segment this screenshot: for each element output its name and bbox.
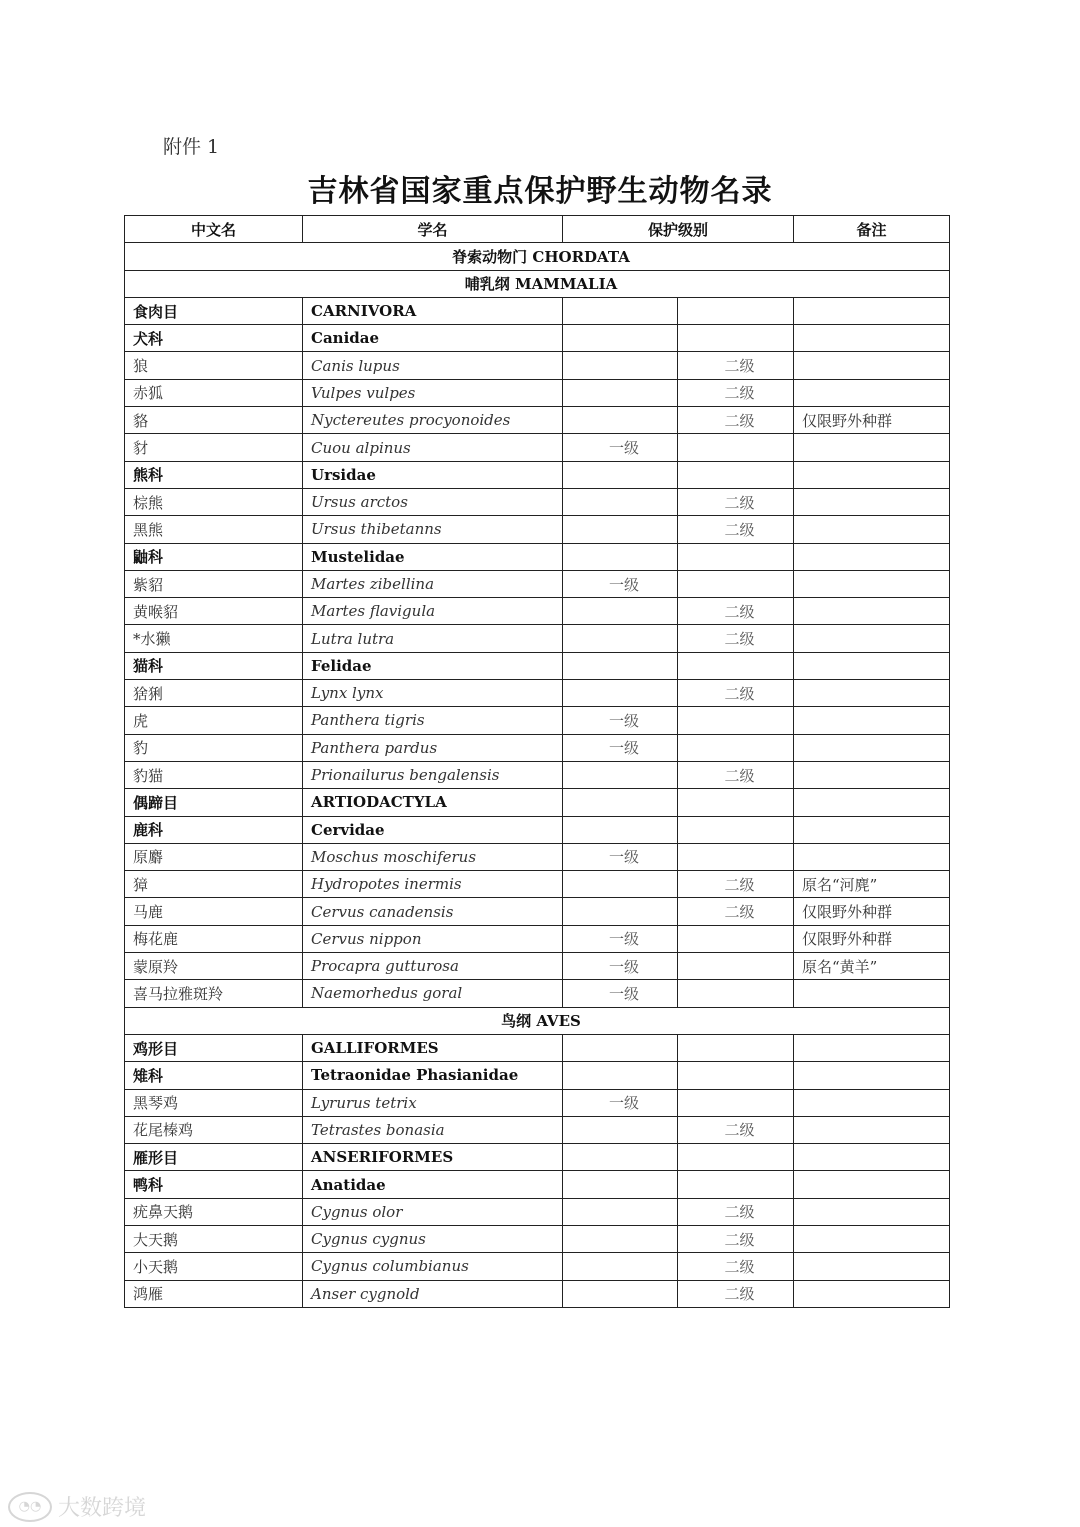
grade-two-cell <box>678 1034 794 1061</box>
family-row <box>125 652 950 679</box>
grade-two-cell: 二级 <box>678 488 794 515</box>
grade-one-cell: 一级 <box>563 925 678 952</box>
table-header <box>125 216 950 243</box>
note-cell <box>794 1171 950 1198</box>
grade-one-cell <box>563 1253 678 1280</box>
scientific-name-cell: Ursus arctos <box>303 488 563 515</box>
note-cell <box>794 1225 950 1252</box>
grade-two-cell: 二级 <box>678 1280 794 1307</box>
family-row <box>125 1171 950 1198</box>
chinese-name-cell: 大天鹅 <box>125 1225 303 1252</box>
scientific-name-cell: Canidae <box>303 325 563 352</box>
grade-two-cell <box>678 434 794 461</box>
note-cell <box>794 297 950 324</box>
species-row <box>125 898 950 925</box>
grade-two-cell: 二级 <box>678 898 794 925</box>
grade-two-cell: 二级 <box>678 598 794 625</box>
species-row <box>125 379 950 406</box>
scientific-name-cell: Naemorhedus goral <box>303 980 563 1007</box>
column-header-protection-level: 保护级别 <box>563 216 794 243</box>
section-heading: 鸟纲 AVES <box>125 1007 950 1034</box>
grade-one-cell <box>563 379 678 406</box>
grade-one-cell <box>563 1144 678 1171</box>
note-cell <box>794 598 950 625</box>
watermark-logo-icon: ◔◔ <box>8 1492 52 1522</box>
chinese-name-cell: 原麝 <box>125 843 303 870</box>
chinese-name-cell: 鸭科 <box>125 1171 303 1198</box>
grade-two-cell <box>678 707 794 734</box>
scientific-name-cell: Cuou alpinus <box>303 434 563 461</box>
note-cell <box>794 1280 950 1307</box>
grade-one-cell <box>563 816 678 843</box>
note-cell <box>794 352 950 379</box>
column-header-notes: 备注 <box>794 216 950 243</box>
grade-two-cell <box>678 297 794 324</box>
chinese-name-cell: 黑琴鸡 <box>125 1089 303 1116</box>
chinese-name-cell: 偶蹄目 <box>125 789 303 816</box>
species-row <box>125 1116 950 1143</box>
species-row <box>125 707 950 734</box>
scientific-name-cell: Nyctereutes procyonoides <box>303 407 563 434</box>
species-row <box>125 871 950 898</box>
chinese-name-cell: 鹿科 <box>125 816 303 843</box>
grade-one-cell: 一级 <box>563 734 678 761</box>
grade-one-cell <box>563 1198 678 1225</box>
section-row <box>125 243 950 270</box>
grade-one-cell: 一级 <box>563 980 678 1007</box>
scientific-name-cell: Cervus canadensis <box>303 898 563 925</box>
family-row <box>125 816 950 843</box>
chinese-name-cell: 熊科 <box>125 461 303 488</box>
grade-one-cell <box>563 625 678 652</box>
grade-two-cell: 二级 <box>678 1253 794 1280</box>
scientific-name-cell: Ursus thibetanns <box>303 516 563 543</box>
family-row <box>125 461 950 488</box>
chinese-name-cell: 鸿雁 <box>125 1280 303 1307</box>
scientific-name-cell: CARNIVORA <box>303 297 563 324</box>
grade-two-cell: 二级 <box>678 407 794 434</box>
chinese-name-cell: 狼 <box>125 352 303 379</box>
note-cell <box>794 1144 950 1171</box>
note-cell <box>794 816 950 843</box>
protected-animals-table <box>124 215 950 1308</box>
scientific-name-cell: Moschus moschiferus <box>303 843 563 870</box>
species-row <box>125 843 950 870</box>
species-row <box>125 516 950 543</box>
scientific-name-cell: Tetrastes bonasia <box>303 1116 563 1143</box>
order-row <box>125 1034 950 1061</box>
watermark <box>8 1491 146 1522</box>
species-row <box>125 953 950 980</box>
grade-one-cell <box>563 297 678 324</box>
grade-two-cell <box>678 843 794 870</box>
chinese-name-cell: 黄喉貂 <box>125 598 303 625</box>
note-cell <box>794 379 950 406</box>
note-cell <box>794 734 950 761</box>
chinese-name-cell: 疣鼻天鹅 <box>125 1198 303 1225</box>
chinese-name-cell: 獐 <box>125 871 303 898</box>
scientific-name-cell: Hydropotes inermis <box>303 871 563 898</box>
scientific-name-cell: ANSERIFORMES <box>303 1144 563 1171</box>
grade-one-cell <box>563 516 678 543</box>
grade-one-cell <box>563 761 678 788</box>
note-cell <box>794 652 950 679</box>
species-row <box>125 598 950 625</box>
grade-two-cell <box>678 543 794 570</box>
grade-two-cell: 二级 <box>678 379 794 406</box>
note-cell <box>794 543 950 570</box>
section-row <box>125 1007 950 1034</box>
order-row <box>125 297 950 324</box>
species-row <box>125 1198 950 1225</box>
chinese-name-cell: 豹 <box>125 734 303 761</box>
grade-two-cell: 二级 <box>678 1116 794 1143</box>
grade-one-cell <box>563 789 678 816</box>
chinese-name-cell: 喜马拉雅斑羚 <box>125 980 303 1007</box>
order-row <box>125 1144 950 1171</box>
scientific-name-cell: Anser cygnold <box>303 1280 563 1307</box>
note-cell <box>794 1062 950 1089</box>
grade-two-cell <box>678 925 794 952</box>
chinese-name-cell: 蒙原羚 <box>125 953 303 980</box>
scientific-name-cell: Cygnus columbianus <box>303 1253 563 1280</box>
species-row <box>125 925 950 952</box>
note-cell: 仅限野外种群 <box>794 407 950 434</box>
grade-two-cell: 二级 <box>678 680 794 707</box>
note-cell <box>794 516 950 543</box>
family-row <box>125 543 950 570</box>
species-row <box>125 407 950 434</box>
chinese-name-cell: 花尾榛鸡 <box>125 1116 303 1143</box>
grade-two-cell: 二级 <box>678 625 794 652</box>
scientific-name-cell: Lynx lynx <box>303 680 563 707</box>
species-row <box>125 980 950 1007</box>
scientific-name-cell: Cygnus cygnus <box>303 1225 563 1252</box>
grade-two-cell: 二级 <box>678 1198 794 1225</box>
grade-one-cell <box>563 543 678 570</box>
grade-one-cell <box>563 1171 678 1198</box>
grade-one-cell <box>563 407 678 434</box>
scientific-name-cell: Mustelidae <box>303 543 563 570</box>
grade-two-cell: 二级 <box>678 352 794 379</box>
grade-one-cell <box>563 325 678 352</box>
grade-two-cell <box>678 1171 794 1198</box>
family-row <box>125 1062 950 1089</box>
watermark-text: 大数跨境 <box>58 1496 147 1521</box>
grade-one-cell <box>563 1280 678 1307</box>
grade-one-cell <box>563 1062 678 1089</box>
document-title: 吉林省国家重点保护野生动物名录 <box>307 174 773 209</box>
scientific-name-cell: Prionailurus bengalensis <box>303 761 563 788</box>
grade-two-cell <box>678 789 794 816</box>
section-heading: 哺乳纲 MAMMALIA <box>125 270 950 297</box>
grade-one-cell <box>563 1225 678 1252</box>
note-cell <box>794 1116 950 1143</box>
grade-one-cell <box>563 680 678 707</box>
column-header-chinese-name: 中文名 <box>125 216 303 243</box>
species-row <box>125 1089 950 1116</box>
section-row <box>125 270 950 297</box>
grade-one-cell <box>563 1034 678 1061</box>
note-cell <box>794 980 950 1007</box>
chinese-name-cell: 马鹿 <box>125 898 303 925</box>
chinese-name-cell: 赤狐 <box>125 379 303 406</box>
scientific-name-cell: Cervus nippon <box>303 925 563 952</box>
note-cell <box>794 789 950 816</box>
grade-two-cell <box>678 1062 794 1089</box>
grade-one-cell <box>563 598 678 625</box>
grade-one-cell <box>563 461 678 488</box>
scientific-name-cell: Felidae <box>303 652 563 679</box>
note-cell <box>794 1253 950 1280</box>
species-row <box>125 352 950 379</box>
grade-one-cell <box>563 652 678 679</box>
grade-one-cell: 一级 <box>563 570 678 597</box>
grade-one-cell: 一级 <box>563 1089 678 1116</box>
note-cell <box>794 1089 950 1116</box>
scientific-name-cell: Panthera pardus <box>303 734 563 761</box>
scientific-name-cell: Canis lupus <box>303 352 563 379</box>
grade-two-cell <box>678 325 794 352</box>
grade-one-cell <box>563 488 678 515</box>
scientific-name-cell: ARTIODACTYLA <box>303 789 563 816</box>
note-cell <box>794 707 950 734</box>
chinese-name-cell: 猞猁 <box>125 680 303 707</box>
note-cell <box>794 434 950 461</box>
grade-two-cell: 二级 <box>678 761 794 788</box>
species-row <box>125 1253 950 1280</box>
grade-two-cell: 二级 <box>678 516 794 543</box>
species-row <box>125 570 950 597</box>
grade-two-cell <box>678 1089 794 1116</box>
grade-two-cell <box>678 570 794 597</box>
grade-two-cell: 二级 <box>678 871 794 898</box>
note-cell <box>794 761 950 788</box>
species-row <box>125 734 950 761</box>
species-row <box>125 434 950 461</box>
note-cell <box>794 625 950 652</box>
scientific-name-cell: GALLIFORMES <box>303 1034 563 1061</box>
species-row <box>125 680 950 707</box>
note-cell <box>794 325 950 352</box>
species-row <box>125 625 950 652</box>
note-cell <box>794 488 950 515</box>
grade-one-cell: 一级 <box>563 434 678 461</box>
order-row <box>125 789 950 816</box>
family-row <box>125 325 950 352</box>
scientific-name-cell: Lyrurus tetrix <box>303 1089 563 1116</box>
scientific-name-cell: Tetraonidae Phasianidae <box>303 1062 563 1089</box>
grade-two-cell <box>678 953 794 980</box>
scientific-name-cell: Cervidae <box>303 816 563 843</box>
grade-one-cell <box>563 898 678 925</box>
note-cell <box>794 843 950 870</box>
attachment-label: 附件 1 <box>163 136 220 158</box>
chinese-name-cell: 梅花鹿 <box>125 925 303 952</box>
species-row <box>125 1225 950 1252</box>
scientific-name-cell: Panthera tigris <box>303 707 563 734</box>
note-cell: 仅限野外种群 <box>794 898 950 925</box>
chinese-name-cell: 紫貂 <box>125 570 303 597</box>
scientific-name-cell: Vulpes vulpes <box>303 379 563 406</box>
grade-one-cell <box>563 352 678 379</box>
grade-one-cell <box>563 1116 678 1143</box>
species-row <box>125 1280 950 1307</box>
note-cell <box>794 680 950 707</box>
grade-one-cell: 一级 <box>563 843 678 870</box>
scientific-name-cell: Procapra gutturosa <box>303 953 563 980</box>
grade-two-cell <box>678 734 794 761</box>
grade-one-cell <box>563 871 678 898</box>
section-heading: 脊索动物门 CHORDATA <box>125 243 950 270</box>
note-cell: 原名“河麂” <box>794 871 950 898</box>
note-cell <box>794 1198 950 1225</box>
grade-two-cell: 二级 <box>678 1225 794 1252</box>
chinese-name-cell: 豺 <box>125 434 303 461</box>
chinese-name-cell: 雁形目 <box>125 1144 303 1171</box>
scientific-name-cell: Anatidae <box>303 1171 563 1198</box>
note-cell <box>794 570 950 597</box>
column-header-scientific-name: 学名 <box>303 216 563 243</box>
grade-two-cell <box>678 980 794 1007</box>
chinese-name-cell: 貉 <box>125 407 303 434</box>
species-row <box>125 761 950 788</box>
scientific-name-cell: Martes zibellina <box>303 570 563 597</box>
grade-two-cell <box>678 652 794 679</box>
chinese-name-cell: 棕熊 <box>125 488 303 515</box>
scientific-name-cell: Martes flavigula <box>303 598 563 625</box>
chinese-name-cell: 黑熊 <box>125 516 303 543</box>
chinese-name-cell: 食肉目 <box>125 297 303 324</box>
grade-two-cell <box>678 461 794 488</box>
chinese-name-cell: 虎 <box>125 707 303 734</box>
grade-two-cell <box>678 816 794 843</box>
chinese-name-cell: 雉科 <box>125 1062 303 1089</box>
scientific-name-cell: Lutra lutra <box>303 625 563 652</box>
chinese-name-cell: *水獭 <box>125 625 303 652</box>
grade-one-cell: 一级 <box>563 707 678 734</box>
chinese-name-cell: 猫科 <box>125 652 303 679</box>
chinese-name-cell: 犬科 <box>125 325 303 352</box>
scientific-name-cell: Ursidae <box>303 461 563 488</box>
grade-one-cell: 一级 <box>563 953 678 980</box>
chinese-name-cell: 鸡形目 <box>125 1034 303 1061</box>
chinese-name-cell: 鼬科 <box>125 543 303 570</box>
note-cell <box>794 1034 950 1061</box>
grade-two-cell <box>678 1144 794 1171</box>
species-row <box>125 488 950 515</box>
note-cell: 原名“黄羊” <box>794 953 950 980</box>
note-cell: 仅限野外种群 <box>794 925 950 952</box>
note-cell <box>794 461 950 488</box>
chinese-name-cell: 小天鹅 <box>125 1253 303 1280</box>
chinese-name-cell: 豹猫 <box>125 761 303 788</box>
scientific-name-cell: Cygnus olor <box>303 1198 563 1225</box>
